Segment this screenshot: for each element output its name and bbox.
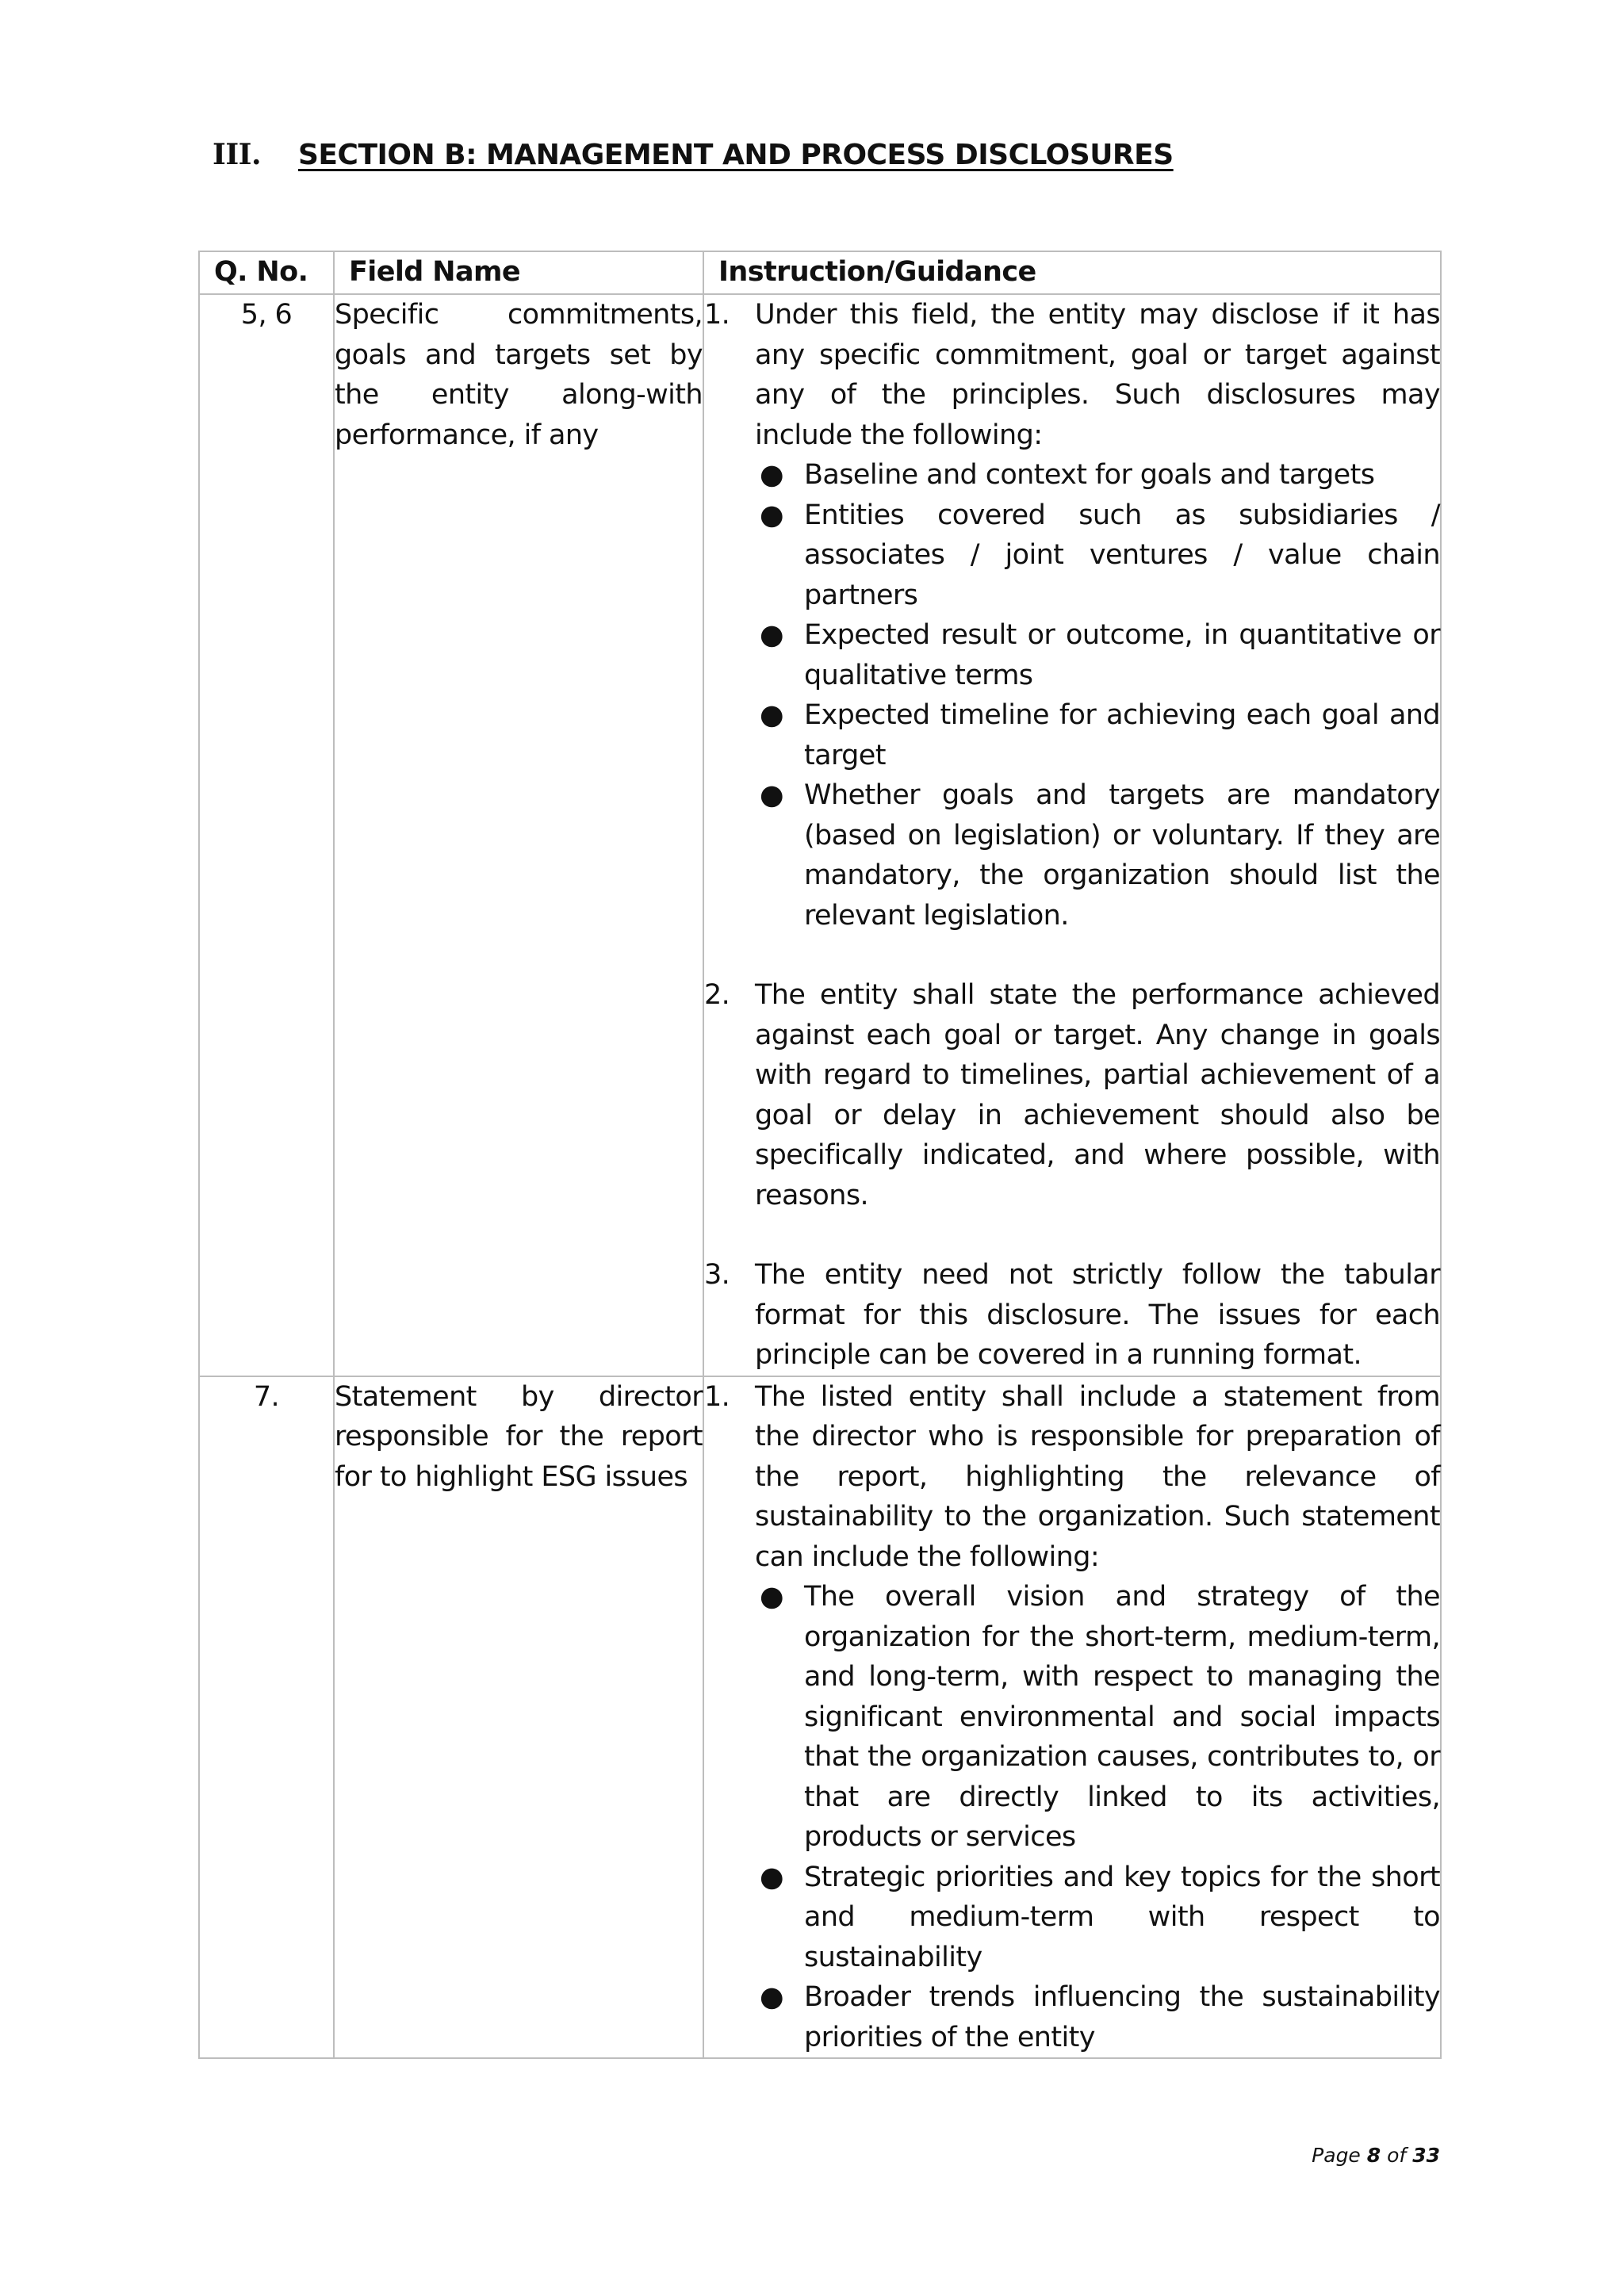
table-row xyxy=(199,1376,1441,2059)
table-header-row xyxy=(199,251,1441,294)
row-qno: 5, 6 xyxy=(199,294,334,1376)
item-number: 3. xyxy=(704,1259,730,1291)
row-guidance xyxy=(703,1376,1441,2059)
page-label: Page xyxy=(1312,2144,1361,2167)
disclosure-table xyxy=(198,251,1442,2059)
row-guidance xyxy=(703,294,1441,1376)
page-total: 33 xyxy=(1412,2144,1440,2167)
item-text: The listed entity shall include a statement from the director who is responsible for preparation of the report, highlighting the relevance of sustainability to the organization. Such statement can include the following: xyxy=(755,1380,1440,1573)
item-text: Under this field, the entity may disclose if it has any specific commitment, goal or target against any of the principles. Such disclosures may include the following: xyxy=(755,299,1440,451)
row-qno: 7. xyxy=(199,1376,334,2059)
item-number: 1. xyxy=(704,1380,730,1413)
page-number: 8 xyxy=(1366,2144,1381,2167)
section-number: III. xyxy=(213,138,262,171)
header-qno: Q. No. xyxy=(199,251,334,294)
section-heading xyxy=(213,138,1174,171)
bullet-dot-icon: ● xyxy=(760,1861,783,1893)
bullet-dot-icon: ● xyxy=(760,1581,783,1613)
page-of-label: of xyxy=(1387,2144,1407,2167)
list-item: ● Whether goals and targets are mandatory (based on legislation) or voluntary. If they are mandatory, the organization should list the relevant legislation. xyxy=(755,775,1440,936)
list-item: ● Entities covered such as subsidiaries / associates / joint ventures / value chain partners xyxy=(755,496,1440,616)
bullet-dot-icon: ● xyxy=(760,619,783,651)
guidance-item xyxy=(704,1377,1440,2058)
list-item: ● Strategic priorities and key topics for the short and medium-term with respect to sustainability xyxy=(755,1858,1440,1978)
row-field-name: Statement by director responsible for the report for to highlight ESG issues xyxy=(334,1376,703,2059)
list-item: ● Expected result or outcome, in quantitative or qualitative terms xyxy=(755,615,1440,695)
header-instruction: Instruction/Guidance xyxy=(703,251,1441,294)
header-field-name: Field Name xyxy=(334,251,703,294)
item-text: The entity shall state the performance achieved against each goal or target. Any change in goals with regard to timelines, partial achievement of a goal or delay in achievement should also be specifically indicated, and where possible, with reasons. xyxy=(755,979,1440,1211)
guidance-item xyxy=(704,1255,1440,1376)
item-number: 1. xyxy=(704,299,730,331)
list-item: ● Broader trends influencing the sustainability priorities of the entity xyxy=(755,1977,1440,2057)
bullet-dot-icon: ● xyxy=(760,499,783,531)
list-item: ● The overall vision and strategy of the organization for the short-term, medium-term, and long-term, with respect to managing the significant environmental and social impacts that the organization causes, contributes to, or that are directly linked to its activities, products or services xyxy=(755,1577,1440,1858)
item-number: 2. xyxy=(704,979,730,1011)
bullet-dot-icon: ● xyxy=(760,1981,783,2013)
list-item: ● Baseline and context for goals and targets xyxy=(755,455,1440,496)
bullet-dot-icon: ● xyxy=(760,779,783,811)
guidance-item xyxy=(704,975,1440,1215)
guidance-item xyxy=(704,295,1440,936)
bullet-dot-icon: ● xyxy=(760,459,783,491)
item-text: The entity need not strictly follow the tabular format for this disclosure. The issues for each principle can be covered in a running format. xyxy=(755,1259,1440,1371)
bullet-dot-icon: ● xyxy=(760,699,783,731)
section-title: SECTION B: MANAGEMENT AND PROCESS DISCLOSURES xyxy=(298,139,1174,171)
table-row xyxy=(199,294,1441,1376)
list-item: ● Expected timeline for achieving each goal and target xyxy=(755,695,1440,775)
row-field-name: Specific commitments, goals and targets set by the entity along-with performance, if any xyxy=(334,294,703,1376)
page-footer xyxy=(1312,2144,1440,2167)
